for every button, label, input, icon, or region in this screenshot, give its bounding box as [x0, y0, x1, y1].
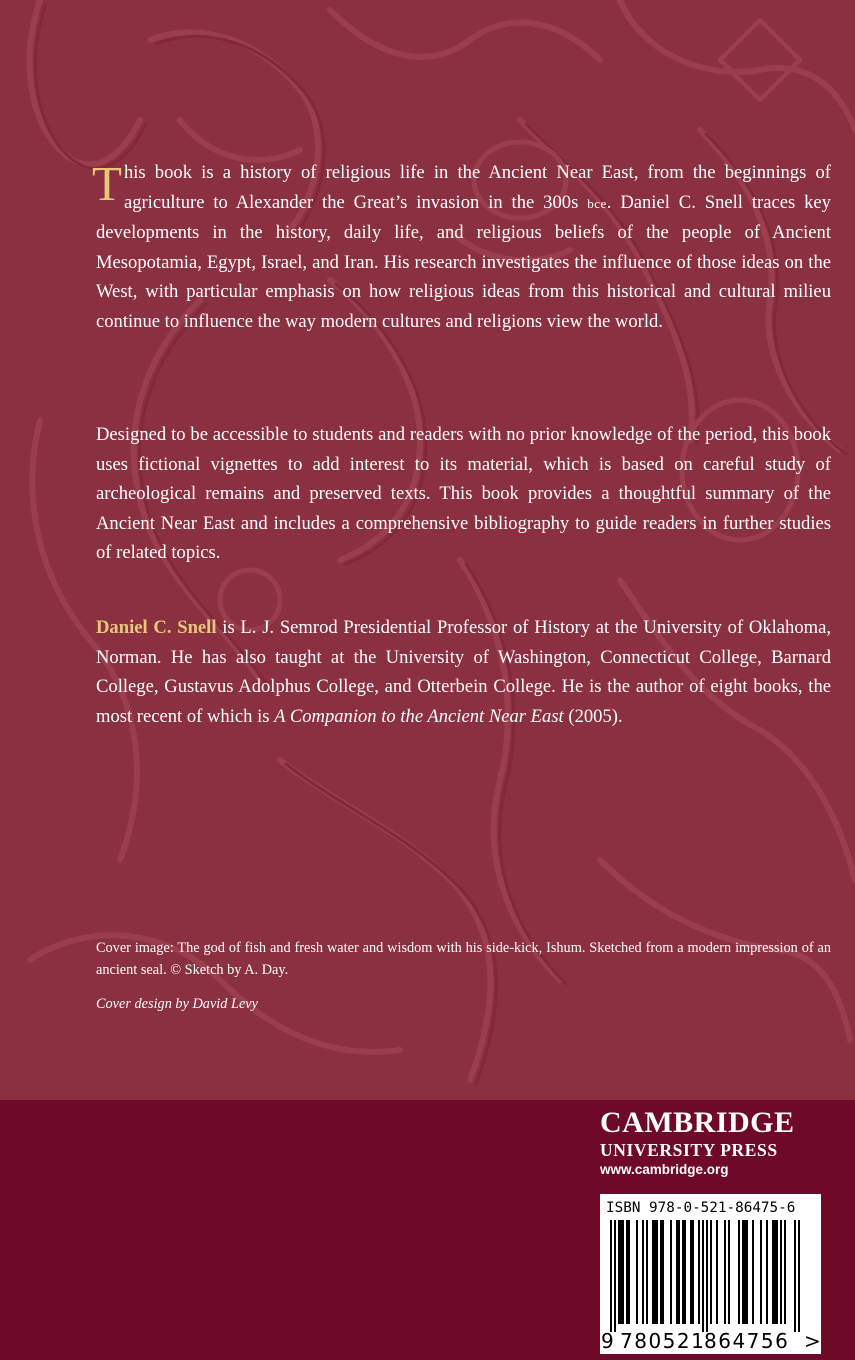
barcode-bar	[746, 1220, 748, 1324]
era-abbreviation: bce	[587, 195, 607, 211]
barcode-bar	[642, 1220, 644, 1324]
publisher-subtitle: UNIVERSITY PRESS	[600, 1140, 778, 1160]
barcode-bar	[710, 1220, 712, 1324]
barcode-bar	[794, 1220, 796, 1332]
blurb-p1-text-a: his book is a history of religious life in the Ancient Near East, from the beginnings of agriculture to Alexander the Great’s invasion in the 300s	[123, 162, 831, 213]
isbn-label: ISBN 978-0-521-86475-6	[606, 1200, 796, 1216]
barcode-bar	[684, 1220, 686, 1324]
barcode-bar	[614, 1220, 616, 1332]
barcode-bar	[766, 1220, 768, 1324]
ean-left-group: 780521	[620, 1329, 706, 1353]
barcode-bar	[618, 1220, 620, 1324]
barcode-bar	[654, 1220, 656, 1324]
barcode-bar	[784, 1220, 786, 1324]
barcode-bar	[776, 1220, 778, 1324]
barcode-bar	[774, 1220, 776, 1324]
author-bio-text-b: (2005).	[563, 705, 623, 727]
barcode-bar	[670, 1220, 672, 1324]
cover-design-credit: Cover design by David Levy	[96, 996, 258, 1012]
barcode-bar	[636, 1220, 638, 1324]
publisher-url: www.cambridge.org	[600, 1162, 729, 1177]
ean-right-group: 864756	[704, 1329, 790, 1353]
barcode-bar	[610, 1220, 612, 1332]
barcode-bar	[646, 1220, 648, 1324]
barcode-bar	[678, 1220, 680, 1324]
barcode-bar	[682, 1220, 684, 1324]
recent-book-title: A Companion to the Ancient Near East	[274, 705, 564, 727]
barcode-bar	[656, 1220, 658, 1324]
barcode-bar	[690, 1220, 692, 1324]
drop-cap: T	[92, 156, 122, 211]
barcode-bar	[772, 1220, 774, 1324]
publisher-logo	[600, 1106, 821, 1180]
ean-digits	[600, 1328, 821, 1354]
barcode-bar	[780, 1220, 782, 1324]
barcode-bar	[662, 1220, 664, 1324]
barcode-bar	[622, 1220, 624, 1324]
author-name: Daniel C. Snell	[96, 617, 217, 638]
barcode-bar	[752, 1220, 754, 1324]
cover-image-credit: Cover image: The god of fish and fresh water and wisdom with his side-kick, Ishum. Sketched from a modern impression of an ancient seal. © Sketch by A. Day.	[96, 940, 831, 978]
barcode-bar	[738, 1220, 740, 1324]
blurb-p1-text-b: . Daniel C. Snell traces key developments in the history, daily life, and religious beliefs of the people of Ancient Mesopotamia, Egypt, Israel, and Iran. His research investigates the influence of those ideas on the West, with particular emphasis on how religious ideas from this historical and cultural milieu continue to influence the way modern cultures and religions view the world.	[96, 191, 831, 332]
author-bio-text-a: is L. J. Semrod Presidential Professor of History at the University of Oklahoma, Norman. He has also taught at the University of Washington, Connecticut College, Barnard College, Gustavus Adolphus College, and Otterbein College. He is the author of eight books, the most recent of which is	[96, 617, 831, 727]
barcode-bar	[760, 1220, 762, 1324]
barcode-bar	[728, 1220, 730, 1324]
barcode-bar	[676, 1220, 678, 1324]
author-bio-paragraph	[96, 613, 831, 731]
barcode-bar	[698, 1220, 700, 1324]
isbn-barcode	[600, 1194, 821, 1354]
barcode-bar	[742, 1220, 744, 1324]
publisher-name: CAMBRIDGE	[600, 1106, 795, 1139]
barcode-bar	[744, 1220, 746, 1324]
blurb-paragraph-2: Designed to be accessible to students and readers with no prior knowledge of the period, this book uses fictional vignettes to add interest to its material, which is based on careful study of archeological remains and preserved texts. This book provides a thoughtful summary of the Ancient Near East and includes a comprehensive bibliography to guide readers in further studies of related topics.	[96, 424, 831, 563]
barcode-bar	[628, 1220, 630, 1324]
barcode-bar	[626, 1220, 628, 1324]
barcode-bar	[706, 1220, 708, 1332]
barcode-bars	[610, 1220, 810, 1332]
barcode-bar	[716, 1220, 718, 1324]
ean-first-digit: 9	[601, 1329, 614, 1353]
ean-quiet-zone-arrow: >	[804, 1329, 821, 1353]
barcode-bar	[660, 1220, 662, 1324]
barcode-bar	[798, 1220, 800, 1332]
barcode-bar	[724, 1220, 726, 1324]
barcode-bar	[692, 1220, 694, 1324]
barcode-bar	[702, 1220, 704, 1332]
barcode-bar	[652, 1220, 654, 1324]
barcode-bar	[620, 1220, 622, 1324]
blurb-paragraph-1	[92, 156, 831, 336]
